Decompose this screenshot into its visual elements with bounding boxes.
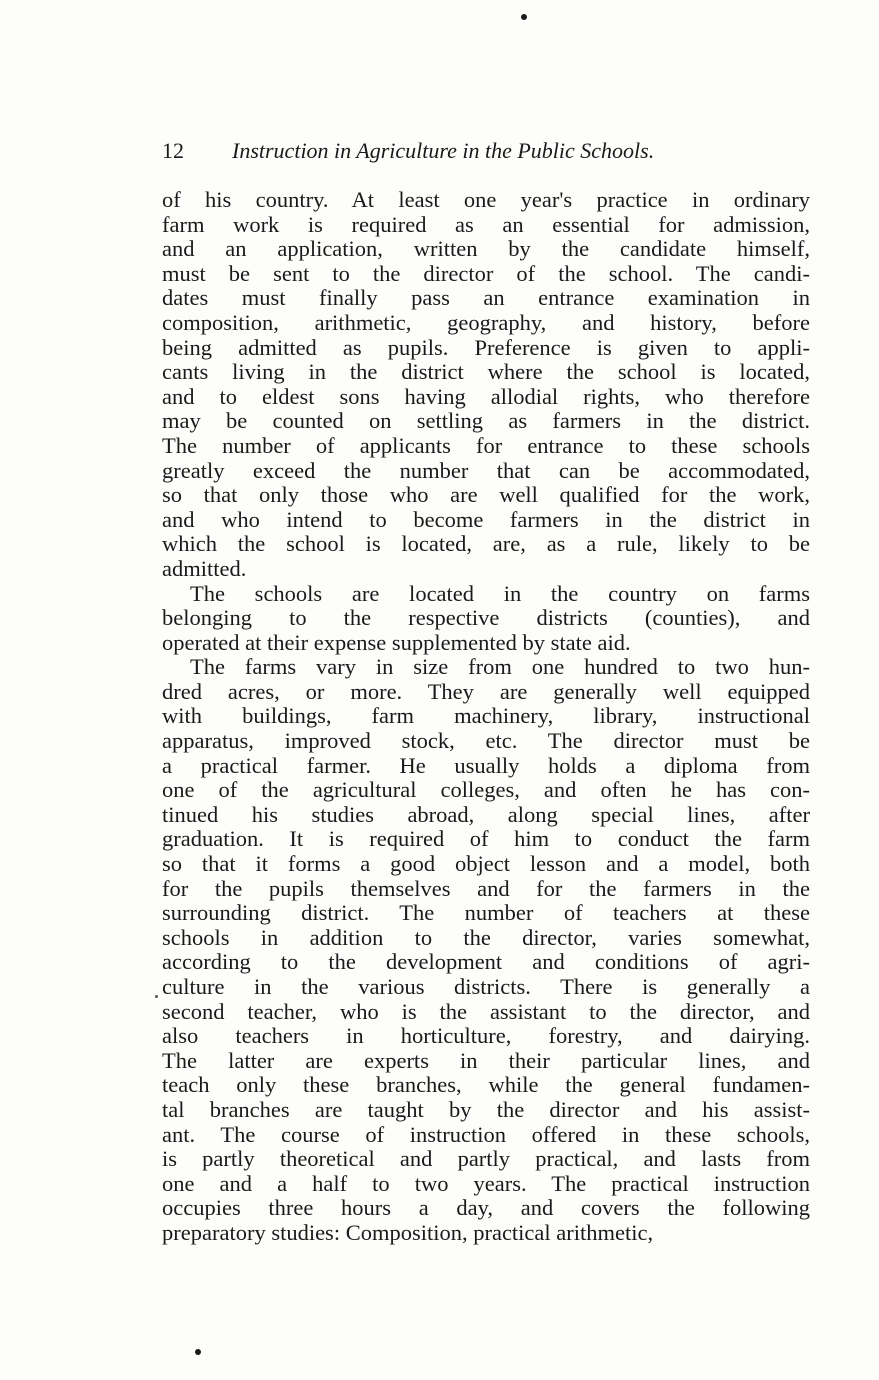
text-line: operated at their expense supplemented by state aid. [162,629,631,655]
text-line: a practical farmer. He usually holds a diploma from [162,752,810,778]
text-line: The schools are located in the country on farms [190,580,810,606]
text-line: and who intend to become farmers in the district in [162,506,810,532]
text-line: ant. The course of instruction offered in these schools, [162,1121,810,1147]
text-line: also teachers in horticulture, forestry, and dairying. [162,1023,810,1049]
body-text [162,188,810,1246]
text-line: tinued his studies abroad, along special lines, after [162,801,810,827]
text-line: The farms vary in size from one hundred to two hun- [190,654,810,680]
text-line: surrounding district. The number of teachers at these [162,900,810,926]
text-line: so that it forms a good object lesson and a model, both [162,851,810,877]
text-line: culture in the various districts. There is generally a [162,974,810,999]
text-line: cants living in the district where the school is located, [162,359,810,385]
text-line: The latter are experts in their particular lines, and [162,1047,810,1073]
text-line: one and a half to two years. The practical instruction [162,1170,810,1196]
text-line: teach only these branches, while the general fundamen- [162,1072,810,1098]
text-line: farm work is required as an essential for admission, [162,211,810,237]
text-line: is partly theoretical and partly practical, and lasts from [162,1146,810,1172]
running-head [162,136,810,166]
text-line: with buildings, farm machinery, library, instructional [162,703,810,729]
ink-speck [521,14,527,20]
text-line: and to eldest sons having allodial rights, who therefore [162,383,810,409]
text-line: so that only those who are well qualified for the work, [162,482,810,508]
text-line: may be counted on settling as farmers in the district. [162,408,810,434]
text-line: tal branches are taught by the director and his assist- [162,1096,810,1122]
text-line: for the pupils themselves and for the farmers in the [162,875,810,901]
text-line: must be sent to the director of the school. The candi- [162,260,810,286]
text-line: which the school is located, are, as a rule, likely to be [162,531,810,557]
text-line: and an application, written by the candidate himself, [162,236,810,262]
text-line: apparatus, improved stock, etc. The director must be [162,728,810,754]
text-line: second teacher, who is the assistant to the director, and [162,998,810,1024]
text-line: of his country. At least one year's practice in ordinary [162,187,810,212]
text-line: according to the development and conditions of agri- [162,949,810,975]
ink-speck [195,1349,201,1355]
text-line: The number of applicants for entrance to these schools [162,432,810,458]
text-line: occupies three hours a day, and covers the following [162,1195,810,1221]
ink-speck [155,995,158,998]
running-title: Instruction in Agriculture in the Public Schools. [232,138,655,163]
page-number: 12 [162,138,184,163]
text-line: greatly exceed the number that can be accommodated, [162,457,810,483]
text-line: dred acres, or more. They are generally well equipped [162,678,810,704]
text-line: being admitted as pupils. Preference is given to appli- [162,334,810,360]
text-line: one of the agricultural colleges, and often he has con- [162,777,810,803]
paragraph [162,582,810,656]
text-line: preparatory studies: Composition, practical arithmetic, [162,1219,654,1245]
paragraph [162,655,810,1245]
text-line: admitted. [162,555,247,581]
text-line: graduation. It is required of him to conduct the farm [162,826,810,852]
text-line: belonging to the respective districts (counties), and [162,605,810,631]
paragraph [162,188,810,582]
text-line: schools in addition to the director, varies somewhat, [162,924,810,950]
text-line: composition, arithmetic, geography, and history, before [162,309,810,335]
text-line: dates must finally pass an entrance examination in [162,285,810,311]
